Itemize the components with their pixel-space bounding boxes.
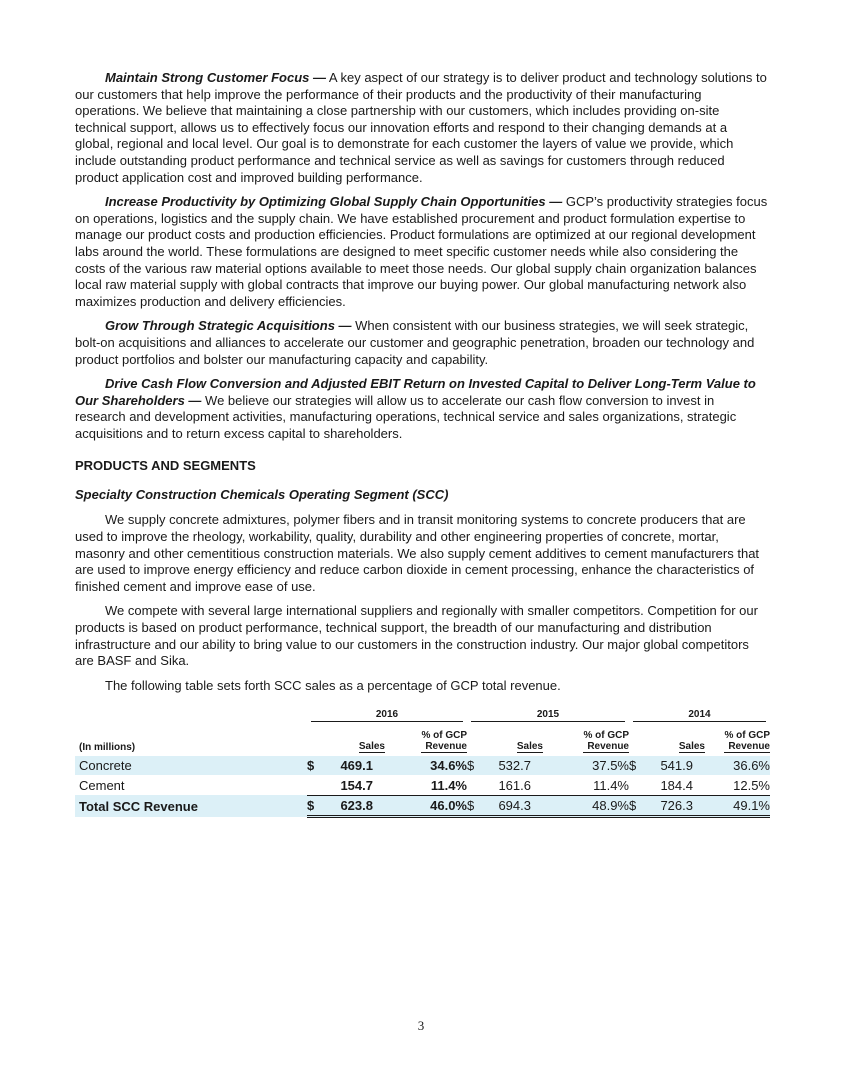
paragraph-lead: Increase Productivity by Optimizing Global Supply Chain Opportunities — bbox=[105, 194, 563, 210]
body-paragraph: We compete with several large international suppliers and regionally with smaller competitors. Competition for our products is based on product performance, technical support, the breadth of our manufacturing and distribution infrastructure and our ability to bring value to our customers in the construction industry. Our major global competitors are BASF and Sika. bbox=[75, 603, 758, 669]
pct-2015: 37.5% bbox=[543, 756, 629, 776]
col-header-pct: % of GCP Revenue bbox=[583, 729, 629, 752]
table-column-header-row bbox=[75, 722, 770, 756]
body-paragraph: We supply concrete admixtures, polymer fibers and in transit monitoring systems to concrete producers that are used to improve the rheology, workability, quality, durability and other engineering properties of concrete, mortar, masonry and other cementitious construction materials. We also supply cement additives to cement manufacturers that are used to improve energy efficiency and reduce carbon dioxide in cement processing, enhance the characteristics of finished cement and improve ease of use. bbox=[75, 512, 760, 594]
currency-symbol: $ bbox=[307, 795, 321, 817]
paragraph-text: We believe our strategies will allow us to accelerate our cash flow conversion to invest in research and development activities, manufacturing operations, technical service and sales organizations, strategic acquisitions and to return excess capital to shareholders. bbox=[75, 392, 737, 441]
currency-symbol: $ bbox=[467, 756, 481, 776]
pct-2014: 49.1% bbox=[705, 795, 770, 817]
table-row-total bbox=[75, 795, 770, 817]
sales-2014: 184.4 bbox=[643, 775, 705, 795]
sales-2015: 532.7 bbox=[481, 756, 543, 776]
table-row-cement bbox=[75, 775, 770, 795]
row-label: Concrete bbox=[75, 756, 307, 776]
strategy-paragraph-customer-focus bbox=[75, 70, 768, 186]
units-label: (In millions) bbox=[79, 741, 136, 753]
paragraph-lead: Maintain Strong Customer Focus — bbox=[105, 70, 327, 85]
year-header-2014: 2014 bbox=[629, 702, 770, 722]
currency-symbol: $ bbox=[467, 795, 481, 817]
currency-symbol: $ bbox=[307, 756, 321, 776]
scc-revenue-table bbox=[75, 702, 770, 818]
col-header-sales: Sales bbox=[516, 740, 543, 752]
pct-2014: 36.6% bbox=[705, 756, 770, 776]
table-row-concrete bbox=[75, 756, 770, 776]
pct-2015: 11.4% bbox=[543, 775, 629, 795]
paragraph-lead: Drive Cash Flow Conversion and Adjusted EBIT Return on Invested Capital to Deliver Long-Term Value to Our Shareholders — bbox=[75, 376, 756, 408]
strategy-paragraph-productivity bbox=[75, 194, 768, 310]
pct-2016: 11.4% bbox=[385, 775, 467, 795]
row-label: Cement bbox=[79, 777, 125, 793]
col-header-sales: Sales bbox=[358, 740, 385, 752]
currency-symbol: $ bbox=[629, 795, 643, 817]
currency-symbol bbox=[307, 775, 321, 795]
sales-2016: 469.1 bbox=[321, 756, 385, 776]
sales-2016: 623.8 bbox=[321, 795, 385, 817]
paragraph-text: A key aspect of our strategy is to deliver product and technology solutions to our customers that help improve the performance of their products and the productivity of their manufacturing operations. We believe that maintaining a close partnership with our customers, which includes providing on-site technical support, allows us to effectively focus our innovation efforts and respond to their changing demands at a global, regional and local level. Our goal is to demonstrate for each customer the layers of value we provide, which include outstanding product performance and technical service as well as savings for customers through reduced product application cost and improved building performance. bbox=[75, 70, 767, 185]
strategy-paragraph-cash-flow bbox=[75, 376, 768, 442]
section-title: PRODUCTS AND SEGMENTS bbox=[75, 458, 256, 474]
col-header-pct: % of GCP Revenue bbox=[724, 729, 770, 752]
col-header-sales: Sales bbox=[678, 740, 705, 752]
sales-2015: 694.3 bbox=[481, 795, 543, 817]
paragraph-text: GCP’s productivity strategies focus on operations, logistics and the supply chain. We have established procurement and product formulation expertise to manage our product costs and production efficiencies. Product formulations are optimized at our regional development labs around the world. These formulations are designed to meet specific customer needs while also considering the costs of the various raw material options available to meet those needs. Our global supply chain organization balances local raw material supply with global contracts that improve our buying power. Our global manufacturing network also maximizes production and delivery efficiencies. bbox=[75, 194, 768, 309]
year-header-2016: 2016 bbox=[307, 702, 467, 722]
year-header-2015: 2015 bbox=[467, 702, 629, 722]
table-intro: The following table sets forth SCC sales as a percentage of GCP total revenue. bbox=[105, 677, 561, 693]
col-header-pct: % of GCP Revenue bbox=[421, 729, 467, 752]
pct-2015: 48.9% bbox=[543, 795, 629, 817]
currency-symbol: $ bbox=[629, 756, 643, 776]
table-year-header-row bbox=[75, 702, 770, 722]
currency-symbol bbox=[629, 775, 643, 795]
subsection-title: Specialty Construction Chemicals Operating Segment (SCC) bbox=[75, 487, 449, 503]
strategy-paragraph-acquisitions bbox=[75, 318, 768, 368]
currency-symbol bbox=[467, 775, 481, 795]
sales-2015: 161.6 bbox=[481, 775, 543, 795]
paragraph-lead: Grow Through Strategic Acquisitions — bbox=[105, 318, 352, 334]
sales-2014: 726.3 bbox=[643, 795, 705, 817]
paragraph-text: When consistent with our business strategies, we will seek strategic, bolt-on acquisitions and alliances to accelerate our customer and geographic penetration, broaden our technology and product portfolios and bolster our manufacturing capacity and capability. bbox=[75, 318, 755, 367]
sales-2014: 541.9 bbox=[643, 756, 705, 776]
pct-2016: 46.0% bbox=[385, 795, 467, 817]
pct-2016: 34.6% bbox=[385, 756, 467, 776]
page-number: 3 bbox=[417, 1018, 425, 1033]
pct-2014: 12.5% bbox=[705, 775, 770, 795]
document-page bbox=[75, 70, 768, 818]
sales-2016: 154.7 bbox=[321, 775, 385, 795]
row-label: Total SCC Revenue bbox=[75, 795, 307, 817]
